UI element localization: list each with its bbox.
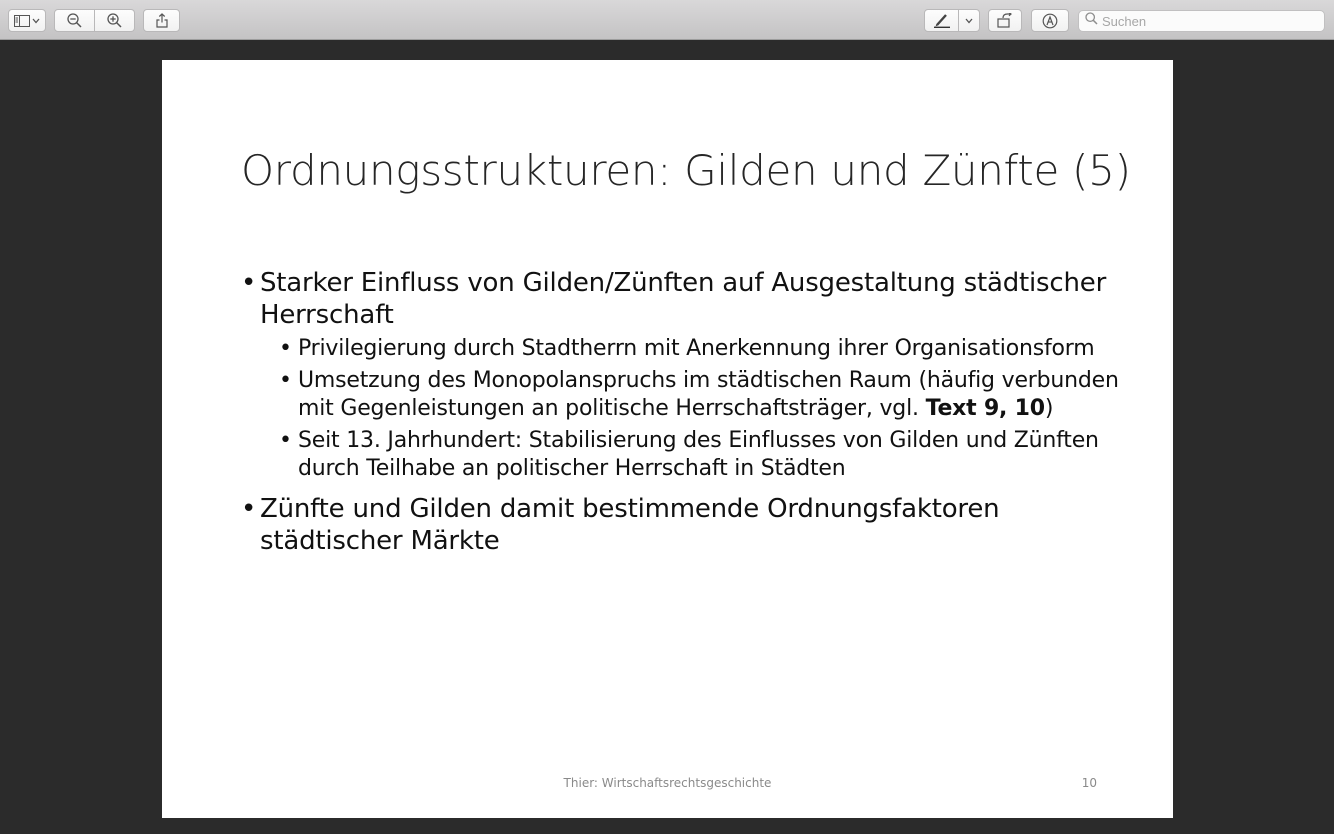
sidebar-icon	[14, 15, 30, 27]
chevron-down-icon	[965, 18, 973, 24]
bullet-item: • Zünfte und Gilden damit bestimmende Ordnungsfaktoren städtischer Märkte	[241, 493, 1121, 557]
search-icon	[1085, 12, 1098, 30]
markup-icon	[1042, 13, 1058, 29]
chevron-down-icon	[32, 18, 40, 24]
zoom-out-button[interactable]	[54, 9, 95, 32]
share-icon	[156, 13, 168, 28]
sub-bullet-item	[241, 367, 1121, 423]
slide-page	[162, 60, 1173, 818]
text-reference: Text 9, 10	[925, 396, 1045, 421]
zoom-out-icon	[67, 13, 82, 28]
slide-footer: Thier: Wirtschaftsrechtsgeschichte	[563, 776, 772, 790]
sidebar-toggle-button[interactable]	[8, 9, 46, 32]
bullet-list	[241, 267, 1121, 561]
sub-bullet-list	[241, 335, 1121, 483]
markup-button[interactable]	[1031, 9, 1069, 32]
sub-bullet-text: Umsetzung des Monopolanspruchs im städtischen Raum (häufig verbunden mit Gegenleistungen an politische Herrschaftsträger, vgl.	[298, 368, 1119, 421]
rotate-button[interactable]	[988, 9, 1022, 32]
share-button[interactable]	[143, 9, 180, 32]
sub-bullet-text-end: )	[1044, 396, 1054, 421]
sub-bullet-item: • Privilegierung durch Stadtherrn mit Anerkennung ihrer Organisationsform	[241, 335, 1121, 363]
toolbar	[0, 0, 1334, 40]
page-number: 10	[1081, 776, 1097, 790]
zoom-in-button[interactable]	[95, 9, 135, 32]
highlight-pen-icon	[933, 13, 951, 28]
highlight-options-button[interactable]	[959, 9, 980, 32]
search-field[interactable]	[1078, 10, 1325, 32]
zoom-in-icon	[107, 13, 122, 28]
highlight-button[interactable]	[924, 9, 959, 32]
rotate-icon	[997, 13, 1014, 28]
bullet-item: • Starker Einfluss von Gilden/Zünften auf Ausgestaltung städtischer Herrschaft	[241, 267, 1121, 331]
search-placeholder: Suchen	[1102, 13, 1147, 29]
slide-title: Ordnungsstrukturen: Gilden und Zünfte (5)	[241, 146, 1131, 195]
sub-bullet-item: • Seit 13. Jahrhundert: Stabilisierung des Einflusses von Gilden und Zünften durch Teilhabe an politischer Herrschaft in Städten	[241, 427, 1121, 483]
